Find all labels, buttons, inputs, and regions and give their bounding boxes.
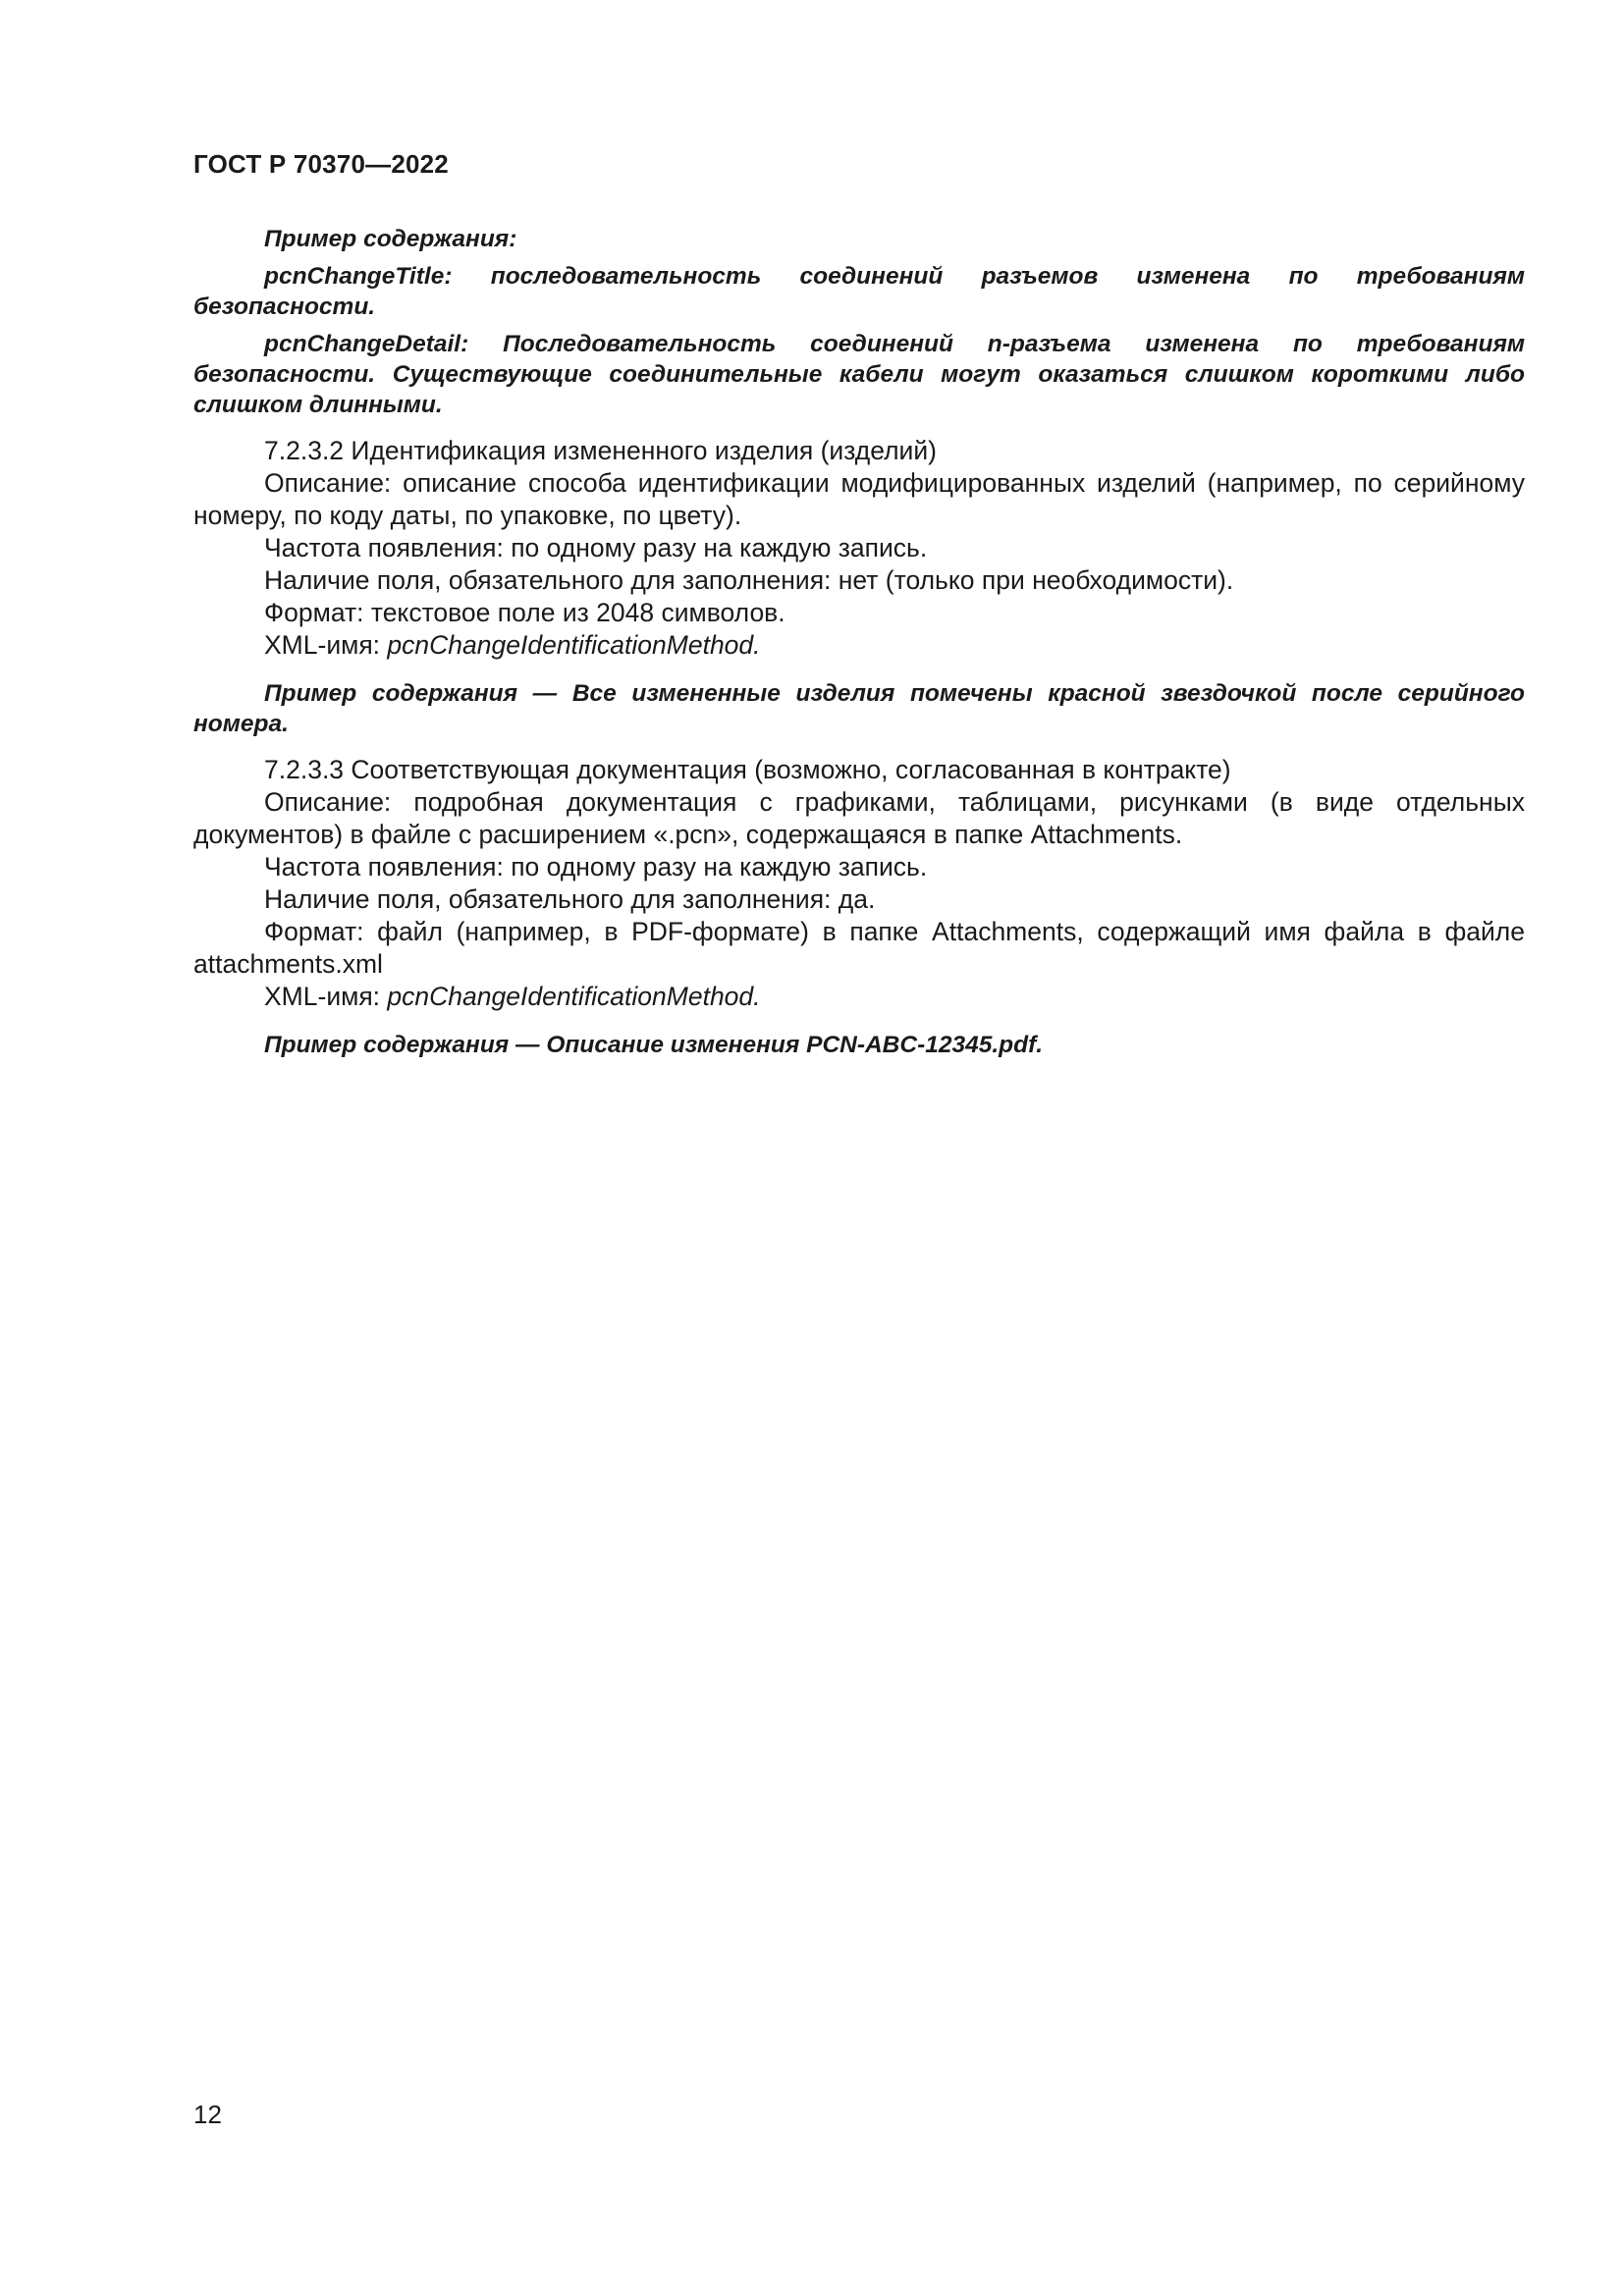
xml-name-label: XML-имя: xyxy=(264,982,388,1011)
section-7-2-3-3-format: Формат: файл (например, в PDF-формате) в папке Attachments, содержащий имя файла в файле attachments.xml xyxy=(193,917,1525,979)
section-7-2-3-3-frequency: Частота появления: по одному разу на каждую запись. xyxy=(264,852,928,881)
page-number: 12 xyxy=(193,2100,222,2129)
example-title-line-2: безопасности. xyxy=(193,294,376,320)
section-7-2-3-3-example: Пример содержания — Описание изменения PCN-ABC-12345.pdf. xyxy=(264,1032,1044,1058)
example-title-block xyxy=(193,261,1525,322)
section-7-2-3-2-xml-name xyxy=(193,629,1525,662)
section-7-2-3-2-heading: 7.2.3.2 Идентификация измененного изделия (изделий) xyxy=(264,436,937,465)
section-7-2-3-2-example: Пример содержания — Все измененные изделия помечены красной звездочкой после серийного номера. xyxy=(193,680,1525,737)
xml-name-value: pcnChangeIdentificationMethod. xyxy=(387,630,761,660)
xml-name-value: pcnChangeIdentificationMethod. xyxy=(387,982,761,1011)
example-detail: pcnChangeDetail: Последовательность соединений n-разъема изменена по требованиям безопасности. Существующие соединительные кабели могут оказаться слишком короткими либо слишком длинными. xyxy=(193,331,1525,418)
section-7-2-3-3-heading: 7.2.3.3 Соответствующая документация (возможно, согласованная в контракте) xyxy=(264,755,1231,784)
document-code-header: ГОСТ Р 70370—2022 xyxy=(193,149,449,179)
section-7-2-3-2-mandatory: Наличие поля, обязательного для заполнения: нет (только при необходимости). xyxy=(264,565,1234,595)
section-7-2-3-2-frequency: Частота появления: по одному разу на каждую запись. xyxy=(264,533,928,562)
example-heading: Пример содержания: xyxy=(264,226,517,252)
section-7-2-3-2-description: Описание: описание способа идентификации модифицированных изделий (например, по серийному номеру, по коду даты, по упаковке, по цвету). xyxy=(193,468,1525,530)
section-7-2-3-3-xml-name xyxy=(193,981,1525,1013)
section-7-2-3-2-format: Формат: текстовое поле из 2048 символов. xyxy=(264,598,785,627)
xml-name-label: XML-имя: xyxy=(264,630,388,660)
example-title-line-1: pcnChangeTitle: последовательность соединений разъемов изменена по требованиям xyxy=(264,263,1525,290)
section-7-2-3-3-mandatory: Наличие поля, обязательного для заполнения: да. xyxy=(264,884,876,914)
document-body xyxy=(193,224,1525,1060)
section-7-2-3-3-description: Описание: подробная документация с графиками, таблицами, рисунками (в виде отдельных документов) в файле с расширением «.pcn», содержащаяся в папке Attachments. xyxy=(193,787,1525,849)
